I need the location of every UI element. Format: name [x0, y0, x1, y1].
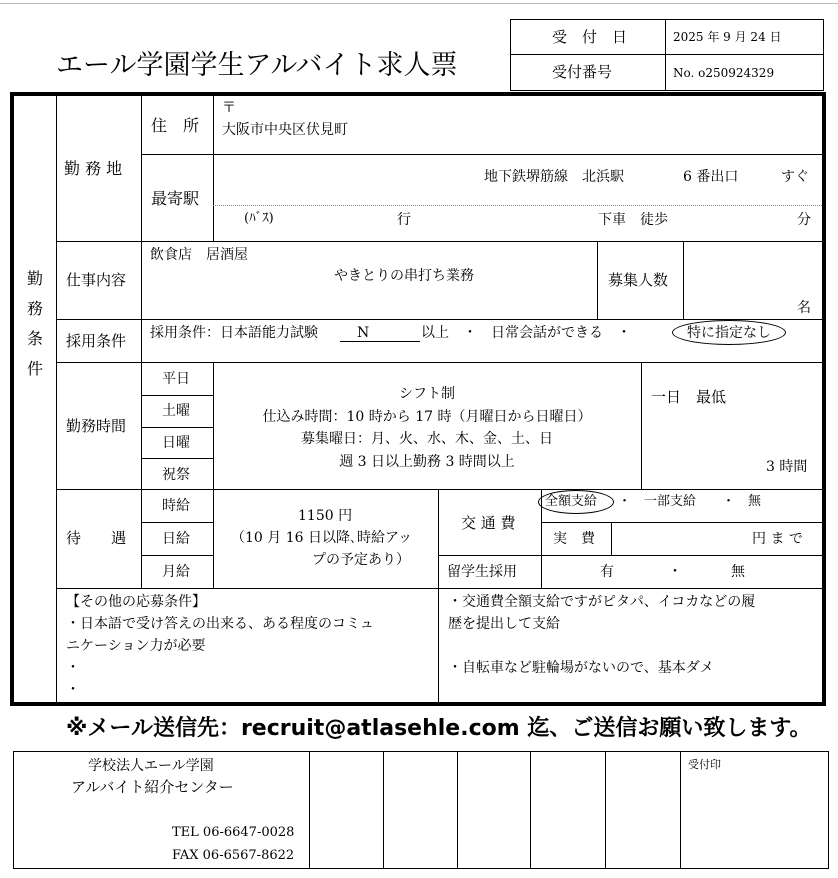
job-label: 仕事内容 [66, 271, 127, 289]
reception-number-value: No. o250924329 [673, 66, 775, 80]
pay-type-monthly: 月給 [162, 564, 190, 580]
page-title: エール学園学生アルバイト求人票 [56, 50, 458, 81]
bus-label: (ﾊﾞｽ) [244, 211, 274, 226]
day-holiday: 祝祭 [162, 467, 190, 483]
daily-min-label: 一日 最低 [651, 388, 727, 406]
jlpt-level-field[interactable]: N [340, 325, 420, 342]
email-notice: ※メール送信先：recruit@atlasehle.com 迄、ご送信お願い致します。 [66, 716, 812, 741]
other-conditions-left: 【その他の応募条件】 ・日本語で受け答えの出来る、ある程度のコミュ ニケーション力が必要 ・ ・ [66, 594, 374, 698]
bus-getoff: 下車 徒歩 [598, 212, 668, 228]
intl-student-label: 留学生採用 [447, 564, 517, 580]
footer-tel: TEL 06-6647-0028 [172, 825, 295, 840]
recruit-unit: 名 [797, 300, 811, 316]
address-value: 大阪市中央区伏見町 [222, 122, 348, 138]
intl-student-sep: ・ [668, 564, 682, 580]
hours-detail: シフト制 仕込み時間：10 時から 17 時（月曜日から日曜日） 募集曜日：月、火、水、木、金、土、日 週 3 日以上勤務 3 時間以上 [262, 386, 592, 470]
station-walk: すぐ [781, 169, 809, 185]
pay-note-line2: プの予定あり） [312, 552, 410, 568]
day-sunday: 日曜 [162, 435, 190, 451]
bus-minutes: 分 [797, 212, 811, 228]
day-saturday: 土曜 [162, 403, 190, 419]
footer-stamp-label: 受付印 [688, 758, 721, 771]
job-category: 飲食店 居酒屋 [150, 247, 248, 263]
pay-type-daily: 日給 [162, 531, 190, 547]
hiring-label: 採用条件 [66, 332, 127, 350]
hiring-prefix: 採用条件：日本語能力試験 [150, 325, 318, 341]
station-label: 最寄駅 [151, 189, 200, 208]
actual-cost-label: 実 費 [553, 531, 595, 547]
address-label: 住 所 [151, 116, 200, 135]
side-label: 勤 務 条 件 [26, 269, 43, 378]
footer-org-line1: 学校法人エール学園 [88, 758, 214, 774]
pay-note-line1: （10 月 16 日以降､時給アッ [231, 530, 412, 546]
hiring-suffix: 以上 ・ 日常会話ができる ・ [421, 325, 631, 341]
day-weekday: 平日 [162, 371, 190, 387]
transport-label: 交 通 費 [461, 514, 516, 532]
job-description: やきとりの串打ち業務 [334, 268, 474, 284]
transport-others: ・ 一部支給 ・ 無 [618, 494, 762, 509]
postal-mark: 〒 [222, 100, 236, 116]
hours-label: 勤務時間 [66, 417, 127, 435]
intl-student-yes: 有 [600, 564, 614, 580]
transport-selected: 全額支給 [545, 494, 598, 509]
daily-min-value: 3 時間 [766, 459, 808, 475]
footer-fax: FAX 06-6567-8622 [172, 848, 295, 863]
recruit-count-label: 募集人数 [608, 271, 669, 289]
actual-cost-unit: 円 ま で [752, 531, 803, 547]
intl-student-no: 無 [731, 564, 745, 580]
reception-date-label: 受 付 日 [552, 28, 628, 46]
footer-org-line2: アルバイト紹介センター [71, 778, 234, 796]
bus-destination: 行 [397, 212, 411, 228]
reception-date-value: 2025 年 9 月 24 日 [673, 30, 782, 44]
pay-amount: 1150 円 [298, 508, 353, 524]
station-exit: 6 番出口 [683, 169, 739, 185]
station-line: 地下鉄堺筋線 北浜駅 [484, 169, 624, 185]
pay-type-hourly: 時給 [162, 498, 190, 514]
hiring-selected-option: 特に指定なし [687, 325, 771, 341]
pay-label: 待 遇 [66, 529, 127, 547]
other-conditions-right: ・交通費全額支給ですがピタパ、イコカなどの履 歴を提出して支給 ・自転車など駐輪場がないので、基本ダメ [448, 594, 756, 676]
workplace-label: 勤 務 地 [64, 159, 123, 178]
reception-number-label: 受付番号 [552, 63, 613, 81]
